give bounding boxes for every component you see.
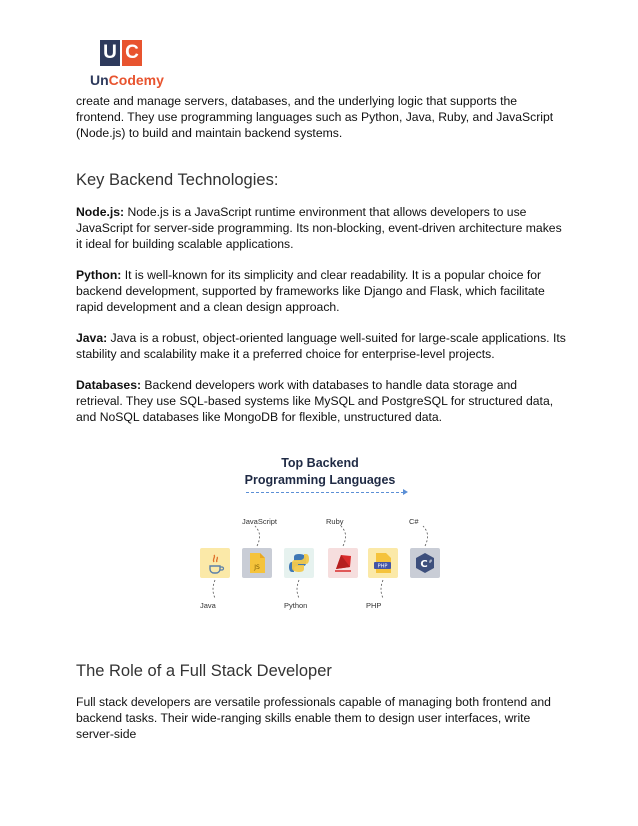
tech-paragraph-python [76, 267, 566, 315]
document-body [76, 93, 566, 440]
svg-text:#: # [428, 560, 433, 565]
logo-mark [100, 40, 146, 68]
ruby-connector [341, 526, 346, 546]
label-php: PHP [366, 601, 382, 610]
tech-term: Node.js: [76, 205, 125, 219]
svg-text:JS: JS [254, 564, 260, 571]
label-ruby: Ruby [326, 517, 344, 526]
connector-lines [190, 455, 450, 615]
diagram-title-line1: Top Backend [281, 456, 359, 470]
label-java: Java [200, 601, 216, 610]
label-python: Python [284, 601, 308, 610]
tech-description: It is well-known for its simplicity and clear readability. It is a popular choice for backend development, supported by frameworks like Django and Flask, which facilitate rapid development and a clean design approach. [76, 268, 545, 314]
csharp-connector [423, 526, 428, 546]
logo-name-part1: Un [90, 72, 109, 88]
svg-text:C: C [420, 559, 428, 570]
uncodemy-logo [90, 38, 170, 90]
logo-name-part2: Codemy [108, 72, 164, 88]
svg-text:PHP: PHP [377, 563, 388, 570]
logo-wordmark [90, 72, 164, 88]
javascript-connector [255, 526, 260, 546]
key-technologies-heading: Key Backend Technologies: [76, 171, 279, 189]
label-javascript: JavaScript [242, 517, 278, 526]
full-stack-role-heading: The Role of a Full Stack Developer [76, 662, 332, 680]
tech-term: Databases: [76, 378, 142, 392]
tech-term: Java: [76, 331, 108, 345]
tech-description: Backend developers work with databases to handle data storage and retrieval. They use SQL-based systems like MySQL and PostgreSQL for structured data, and NoSQL databases like MongoDB for flexible, unstructured data. [76, 378, 554, 424]
logo-letter-c: C [122, 40, 142, 66]
logo-letter-u: U [100, 40, 120, 66]
php-connector [381, 580, 383, 598]
java-connector [213, 580, 215, 598]
python-connector [297, 580, 299, 598]
tech-description: Node.js is a JavaScript runtime environment that allows developers to use JavaScript for server-side programming. Its non-blocking, event-driven architecture makes it ideal for building scalable applications. [76, 205, 562, 251]
diagram-title-line2: Programming Languages [244, 473, 396, 487]
label-csharp: C# [409, 517, 419, 526]
tech-paragraph-nodejs [76, 204, 566, 252]
intro-paragraph: create and manage servers, databases, and the underlying logic that supports the frontend. They use programming languages such as Python, Java, Ruby, and JavaScript (Node.js) to build and maintain backend systems. [76, 94, 554, 140]
backend-languages-diagram [190, 455, 450, 615]
tech-paragraph-databases [76, 377, 566, 425]
tech-term: Python: [76, 268, 122, 282]
tech-description: Java is a robust, object-oriented language well-suited for large-scale applications. Its stability and scalability make it a preferred choice for enterprise-level projects. [76, 331, 566, 361]
full-stack-role-paragraph: Full stack developers are versatile professionals capable of managing both frontend and backend tasks. Their wide-ranging skills enable them to design user interfaces, write server-side [76, 695, 551, 741]
tech-paragraph-java [76, 330, 566, 362]
